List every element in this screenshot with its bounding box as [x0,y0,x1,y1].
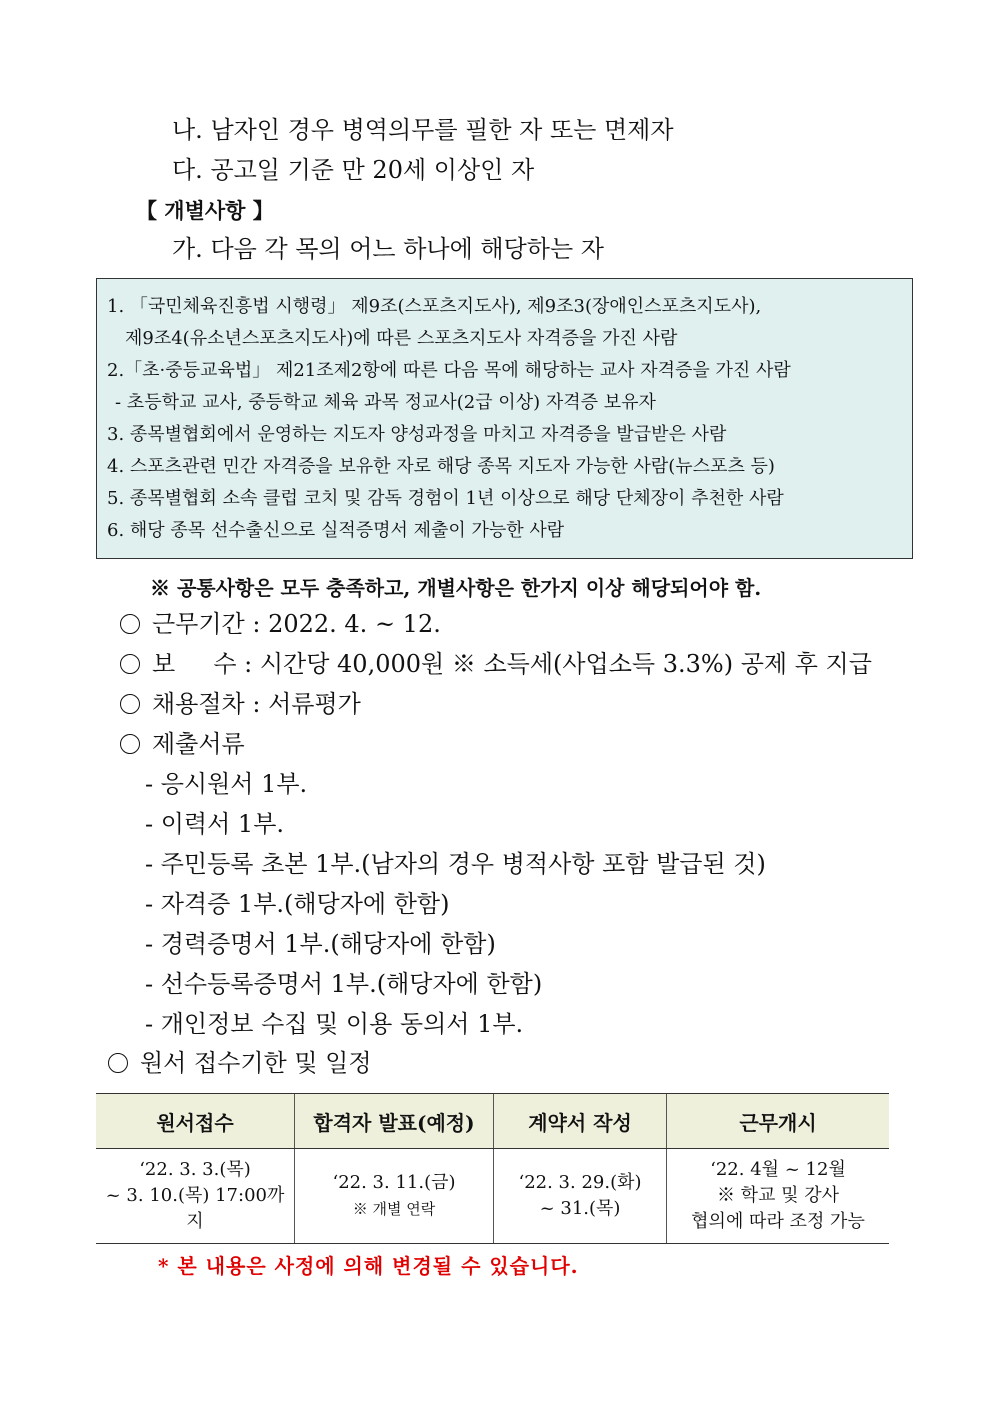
qualification-line: 2.「초·중등교육법」 제21조제2항에 따른 다음 목에 해당하는 교사 자격증을 가진 사람 [107,360,791,381]
requirement-na: 나. 남자인 경우 병역의무를 필한 자 또는 면제자 [172,116,674,144]
document-item: - 경력증명서 1부.(해당자에 한함) [145,930,496,958]
individual-heading: 【 개별사항 】 [136,198,274,223]
requirement-ga: 가. 다음 각 목의 어느 하나에 해당하는 자 [172,235,604,263]
qualification-line: 4. 스포츠관련 민간 자격증을 보유한 자로 해당 종목 지도자 가능한 사람(뉴스포츠 등) [107,456,775,477]
qualification-line: 제9조4(유소년스포츠지도사)에 따른 스포츠지도사 자격증을 가진 사람 [125,328,678,349]
document-item: - 선수등록증명서 1부.(해당자에 한함) [145,970,543,998]
header-announcement: 합격자 발표(예정) [295,1094,494,1149]
requirement-da: 다. 공고일 기준 만 20세 이상인 자 [172,156,535,184]
qualification-line: - 초등학교 교사, 중등학교 체육 과목 정교사(2급 이상) 자격증 보유자 [115,392,656,413]
qualification-line: 1. 「국민체육진흥법 시행령」 제9조(스포츠지도사), 제9조3(장애인스포츠지도사), [107,296,762,317]
cell-announcement: ‘22. 3. 11.(금) ※ 개별 연락 [295,1149,494,1244]
document-item: - 주민등록 초본 1부.(남자의 경우 병적사항 포함 발급된 것) [145,850,766,878]
circle-bullet-icon [120,654,140,674]
header-contract: 계약서 작성 [494,1094,667,1149]
document-item: - 응시원서 1부. [145,770,308,798]
requirement-notice: ※ 공통사항은 모두 충족하고, 개별사항은 한가지 이상 해당되어야 함. [150,576,762,600]
cell-contract: ‘22. 3. 29.(화) ~ 31.(목) [494,1149,667,1244]
qualification-line: 6. 해당 종목 선수출신으로 실적증명서 제출이 가능한 사람 [107,520,565,541]
cell-start: ‘22. 4월 ~ 12월 ※ 학교 및 강사 협의에 따라 조정 가능 [667,1149,890,1244]
schedule-title: 원서 접수기한 및 일정 [108,1048,372,1078]
required-documents-title: 제출서류 [120,729,245,759]
qualification-line: 5. 종목별협회 소속 클럽 코치 및 감독 경험이 1년 이상으로 해당 단체장이 추천한 사람 [107,488,784,509]
change-notice: * 본 내용은 사정에 의해 변경될 수 있습니다. [158,1254,579,1278]
header-application: 원서접수 [96,1094,295,1149]
circle-bullet-icon [120,734,140,754]
pay: 보 수 : 시간당 40,000원 ※ 소득세(사업소득 3.3%) 공제 후 지급 [120,649,872,679]
document-item: - 개인정보 수집 및 이용 동의서 1부. [145,1010,524,1038]
work-period: 근무기간 : 2022. 4. ~ 12. [120,609,441,639]
hiring-process: 채용절차 : 서류평가 [120,689,361,719]
qualification-line: 3. 종목별협회에서 운영하는 지도자 양성과정을 마치고 자격증을 발급받은 사람 [107,424,727,445]
cell-application: ‘22. 3. 3.(목) ~ 3. 10.(목) 17:00까지 [96,1149,295,1244]
document-item: - 자격증 1부.(해당자에 한함) [145,890,450,918]
schedule-table [96,1093,889,1244]
document-item: - 이력서 1부. [145,810,285,838]
circle-bullet-icon [120,694,140,714]
header-start: 근무개시 [667,1094,890,1149]
qualification-box [96,278,913,559]
circle-bullet-icon [108,1053,128,1073]
circle-bullet-icon [120,614,140,634]
